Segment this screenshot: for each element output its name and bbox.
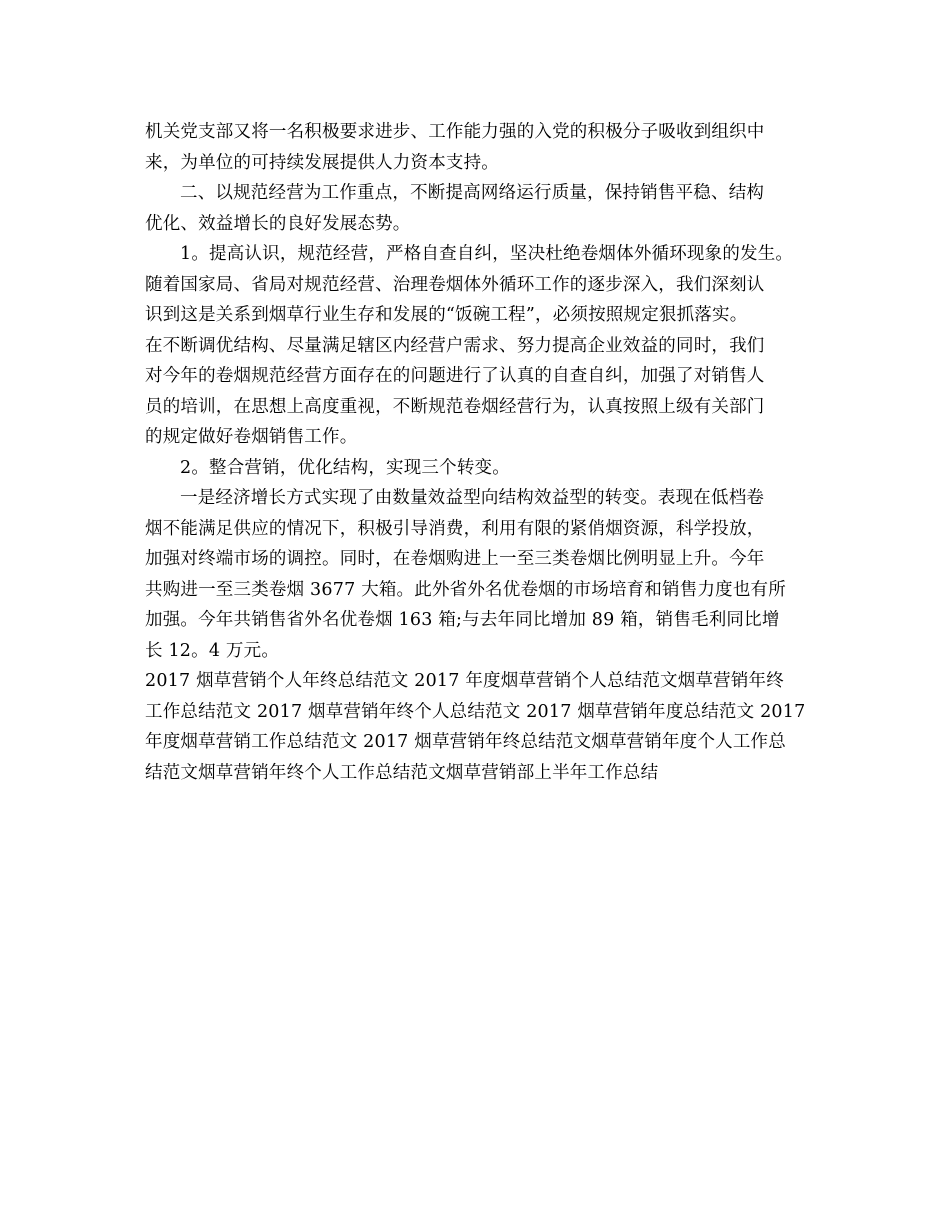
related-articles	[145, 666, 815, 788]
subsection-heading: 1。提高认识，规范经营，严格自查自纠，坚决杜绝卷烟体外循环现象的发生。	[180, 244, 794, 264]
paragraph-line: 加强。今年共销售省外名优卷烟 163 箱;与去年同比增加 89 箱，销售毛利同比增	[145, 610, 780, 630]
paragraph-line: 烟不能满足供应的情况下，积极引导消费，利用有限的紧俏烟资源，科学投放，	[145, 518, 765, 539]
section-heading: 二、以规范经营为工作重点，不断提高网络运行质量，保持销售平稳、结构	[180, 183, 765, 203]
paragraph-line: 机关党支部又将一名积极要求进步、工作能力强的入党的积极分子吸收到组织中	[145, 122, 765, 142]
related-line: 年度烟草营销工作总结范文 2017 烟草营销年终总结范文烟草营销年度个人工作总	[145, 732, 786, 752]
paragraph-line: 共购进一至三类卷烟 3677 大箱。此外省外名优卷烟的市场培育和销售力度也有所	[145, 579, 786, 600]
document-body	[145, 117, 815, 788]
paragraph-line: 识到这是关系到烟草行业生存和发展的“饭碗工程”，必须按照规定狠抓落实。	[145, 305, 748, 325]
paragraph-line: 来，为单位的可持续发展提供人力资本支持。	[145, 152, 499, 173]
paragraph-line: 优化、效益增长的良好发展态势。	[145, 213, 411, 234]
paragraph-line: 长 12。4 万元。	[145, 640, 280, 661]
related-line: 2017 烟草营销个人年终总结范文 2017 年度烟草营销个人总结范文烟草营销年终	[145, 671, 784, 691]
paragraph-line: 加强对终端市场的调控。同时，在卷烟购进上一至三类卷烟比例明显上升。今年	[145, 549, 765, 569]
paragraph-line: 对今年的卷烟规范经营方面存在的问题进行了认真的自查自纠，加强了对销售人	[145, 366, 765, 386]
paragraph-line: 在不断调优结构、尽量满足辖区内经营户需求、努力提高企业效益的同时，我们	[145, 335, 765, 356]
subsection-heading: 2。整合营销，优化结构，实现三个转变。	[180, 457, 510, 478]
paragraph-line: 随着国家局、省局对规范经营、治理卷烟体外循环工作的逐步深入，我们深刻认	[145, 274, 765, 295]
paragraph-line: 一是经济增长方式实现了由数量效益型向结构效益型的转变。表现在低档卷	[180, 488, 765, 508]
related-line: 结范文烟草营销年终个人工作总结范文烟草营销部上半年工作总结	[145, 762, 659, 783]
body-text	[145, 117, 815, 666]
related-line: 工作总结范文 2017 烟草营销年终个人总结范文 2017 烟草营销年度总结范文 2017	[145, 701, 806, 722]
paragraph-line: 员的培训，在思想上高度重视，不断规范卷烟经营行为，认真按照上级有关部门	[145, 396, 765, 417]
paragraph-line: 的规定做好卷烟销售工作。	[145, 427, 358, 447]
